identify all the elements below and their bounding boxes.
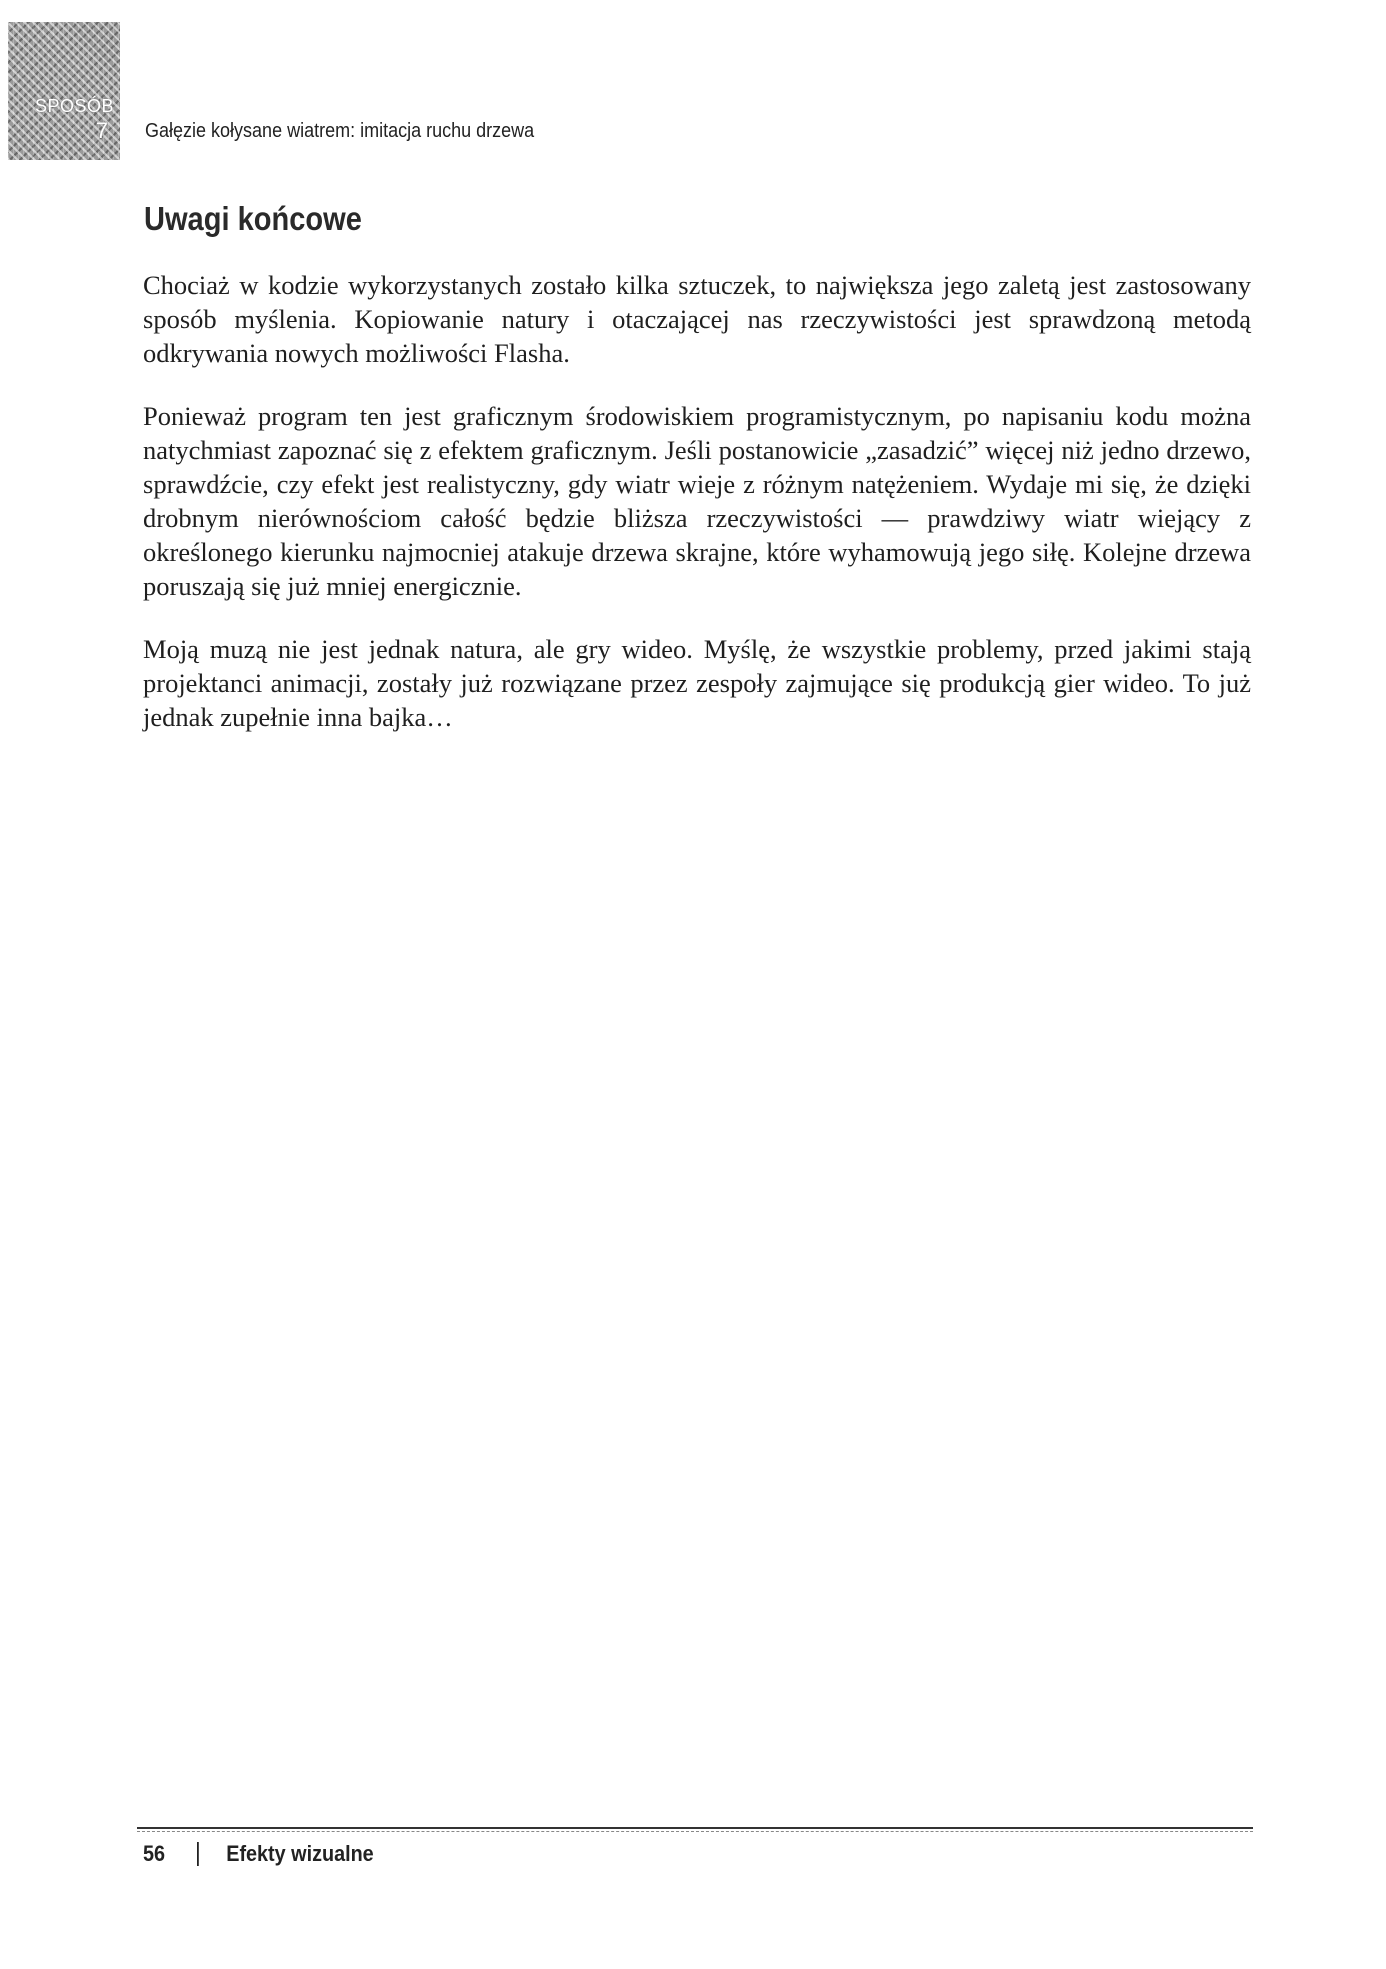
footer-rule [137,1827,1253,1829]
chapter-title: Efekty wizualne [226,1841,374,1866]
footer-separator [197,1842,199,1866]
body-text [143,268,1251,763]
badge-label: SPOSÓB [34,96,114,116]
paragraph: Chociaż w kodzie wykorzystanych zostało kilka sztuczek, to największa jego zaletą jest zastosowany sposób myślenia. Kopiowanie natury i otaczającej nas rzeczywistości jest sprawdzoną metodą odkrywania nowych możliwości Flasha. [143,270,1251,368]
running-head: Gałęzie kołysane wiatrem: imitacja ruchu drzewa [145,120,535,142]
sposob-badge [8,22,120,160]
section-title: Uwagi końcowe [144,200,362,237]
page-footer [143,1841,374,1867]
badge-number: 7 [95,118,108,143]
paragraph: Ponieważ program ten jest graficznym środowiskiem programistycznym, po napisaniu kodu można natychmiast zapoznać się z efektem graficznym. Jeśli postanowicie „zasadzić” więcej niż jedno drzewo, sprawdźcie, czy efekt jest realistyczny, gdy wiatr wieje z różnym natężeniem. Wydaje mi się, że dzięki drobnym nierównościom całość będzie bliższa rzeczywistości — prawdziwy wiatr wiejący z określonego kierunku najmocniej atakuje drzewa skrajne, które wyhamowują jego siłę. Kolejne drzewa poruszają się już mniej energicznie. [143,401,1251,601]
page-number: 56 [143,1841,166,1866]
paragraph: Moją muzą nie jest jednak natura, ale gry wideo. Myślę, że wszystkie problemy, przed jakimi stają projektanci animacji, zostały już rozwiązane przez zespoły zajmujące się produkcją gier wideo. To już jednak zupełnie inna bajka… [143,634,1251,732]
